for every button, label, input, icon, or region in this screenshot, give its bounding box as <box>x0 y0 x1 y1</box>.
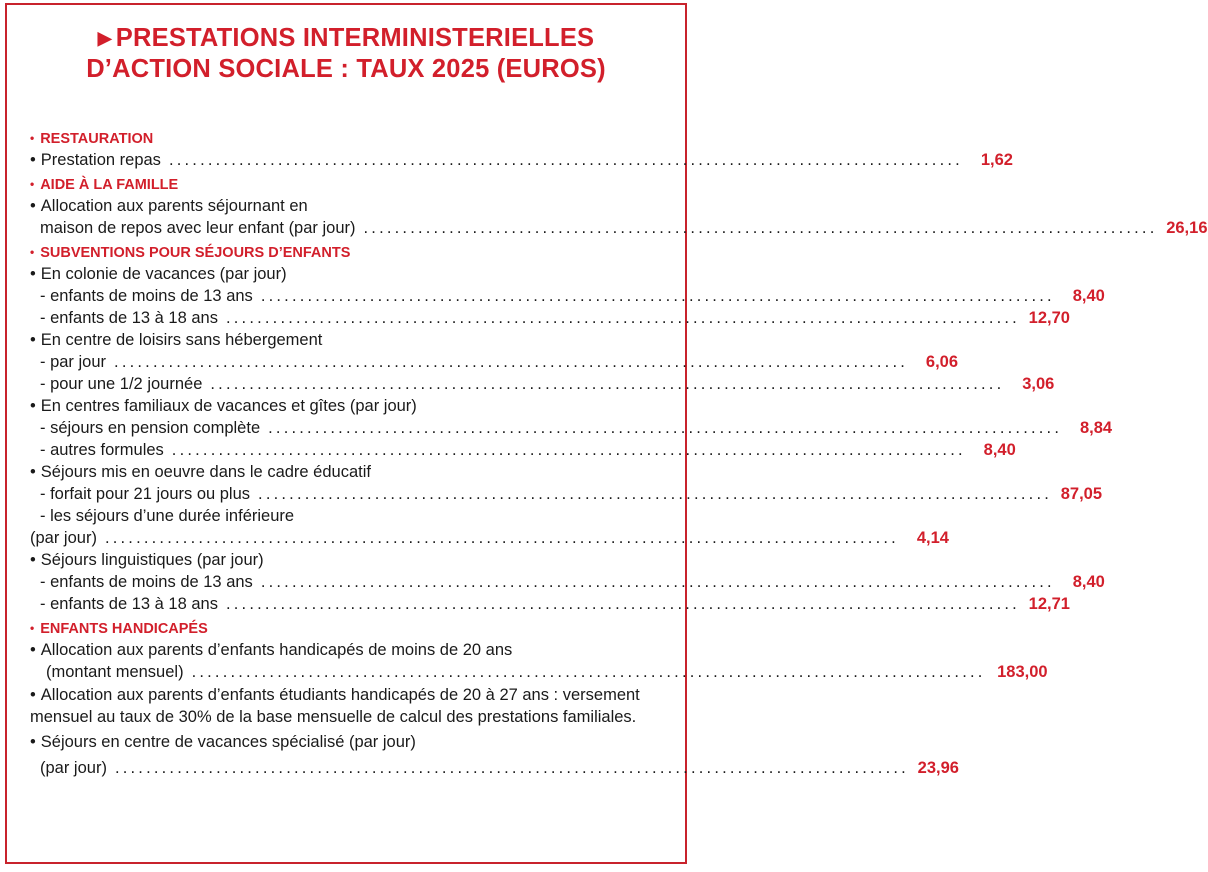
bullet-icon: • <box>30 621 35 635</box>
triangle-icon: ▶ <box>97 28 112 48</box>
item-line: • Séjours linguistiques (par jour) <box>30 551 264 569</box>
rate-value: 3,06 <box>1022 375 1055 393</box>
item-paragraph: • Allocation aux parents d’enfants étudiants handicapés de 20 à 27 ans : versement mensuel au taux de 30% de la base mensuelle de calcul des prestations familiales. <box>30 686 640 726</box>
rate-value: 8,40 <box>983 441 1016 459</box>
bullet-icon: • <box>30 177 35 191</box>
rate-value: 8,84 <box>1080 419 1113 437</box>
rate-row: (par jour) ...................................................................................................... 4,14 <box>30 529 949 547</box>
section-heading-restauration: • RESTAURATION <box>30 131 154 147</box>
rate-value: 12,71 <box>1028 595 1070 613</box>
item-line: • En colonie de vacances (par jour) <box>30 265 287 283</box>
item-line: - les séjours d’une durée inférieure <box>40 507 295 525</box>
bullet-icon: • <box>30 686 36 704</box>
leader-dots: ...................................................................................................... <box>225 595 1020 613</box>
leader-dots: ...................................................................................................... <box>168 151 963 169</box>
rate-row: maison de repos avec leur enfant (par jour) ...................................................................................................... 26,16 <box>40 219 1208 237</box>
rate-row: - séjours en pension complète ...................................................................................................... 8,84 <box>40 419 1113 437</box>
item-line: • En centres familiaux de vacances et gîtes (par jour) <box>30 397 417 415</box>
rate-value: 23,96 <box>917 759 959 777</box>
rates-list <box>30 125 1208 779</box>
rate-value: 1,62 <box>980 151 1013 169</box>
leader-dots: ...................................................................................................... <box>114 759 909 777</box>
rate-row: - enfants de moins de 13 ans ...................................................................................................... 8,40 <box>40 287 1105 305</box>
item-line: • En centre de loisirs sans hébergement <box>30 331 323 349</box>
bullet-icon: • <box>30 131 35 145</box>
rate-row: - enfants de moins de 13 ans ...................................................................................................... 8,40 <box>40 573 1105 591</box>
rate-value: 183,00 <box>997 663 1048 681</box>
rate-row: - enfants de 13 à 18 ans ...................................................................................................... 12,71 <box>40 595 1070 613</box>
leader-dots: ...................................................................................................... <box>225 309 1020 327</box>
bullet-icon: • <box>30 331 36 349</box>
bullet-icon: • <box>30 733 36 751</box>
rate-value: 8,40 <box>1072 573 1105 591</box>
section-heading-sejours: • SUBVENTIONS POUR SÉJOURS D’ENFANTS <box>30 245 351 261</box>
item-line: • Allocation aux parents séjournant en <box>30 197 308 215</box>
rate-value: 8,40 <box>1072 287 1105 305</box>
leader-dots: ...................................................................................................... <box>104 529 899 547</box>
bullet-icon: • <box>30 463 36 481</box>
rate-row: - enfants de 13 à 18 ans ...................................................................................................... 12,70 <box>40 309 1070 327</box>
item-line: • Séjours en centre de vacances spécialisé (par jour) <box>30 733 416 751</box>
rate-row: (par jour) ...................................................................................................... 23,96 <box>40 759 959 777</box>
rate-row: (montant mensuel) ...................................................................................................... 183,00 <box>46 663 1048 681</box>
bullet-icon: • <box>30 641 36 659</box>
bullet-icon: • <box>30 197 36 215</box>
rate-row: - pour une 1/2 journée ...................................................................................................... 3,06 <box>40 375 1055 393</box>
leader-dots: ...................................................................................................... <box>258 485 1053 503</box>
item-line: • Allocation aux parents d’enfants handicapés de moins de 20 ans <box>30 641 513 659</box>
leader-dots: ...................................................................................................... <box>114 353 909 371</box>
document-frame <box>5 3 1208 864</box>
rate-value: 26,16 <box>1166 219 1208 237</box>
rate-row: - forfait pour 21 jours ou plus ...................................................................................................... 87,05 <box>40 485 1103 503</box>
leader-dots: ...................................................................................................... <box>260 287 1055 305</box>
section-heading-handicapes: • ENFANTS HANDICAPÉS <box>30 621 208 637</box>
item-line: • Séjours mis en oeuvre dans le cadre éducatif <box>30 463 371 481</box>
section-heading-famille: • AIDE À LA FAMILLE <box>30 177 179 193</box>
leader-dots: ...................................................................................................... <box>210 375 1005 393</box>
leader-dots: ...................................................................................................... <box>191 663 986 681</box>
rate-value: 12,70 <box>1028 309 1070 327</box>
rate-row: - par jour ...................................................................................................... 6,06 <box>40 353 959 371</box>
leader-dots: ...................................................................................................... <box>363 219 1158 237</box>
bullet-icon: • <box>30 551 36 569</box>
leader-dots: ...................................................................................................... <box>260 573 1055 591</box>
leader-dots: ...................................................................................................... <box>268 419 1063 437</box>
rate-value: 6,06 <box>925 353 959 371</box>
bullet-icon: • <box>30 151 36 169</box>
leader-dots: ...................................................................................................... <box>171 441 966 459</box>
rate-row: • Prestation repas ...................................................................................................... 1,62 <box>30 151 1013 169</box>
bullet-icon: • <box>30 397 36 415</box>
rate-value: 87,05 <box>1060 485 1103 503</box>
bullet-icon: • <box>30 245 35 259</box>
page-title: ▶ PRESTATIONS INTERMINISTERIELLES D’ACTION SOCIALE : TAUX 2025 (EUROS) <box>86 24 606 83</box>
rate-row: - autres formules ...................................................................................................... 8,40 <box>40 441 1016 459</box>
rate-value: 4,14 <box>916 529 949 547</box>
bullet-icon: • <box>30 265 36 283</box>
